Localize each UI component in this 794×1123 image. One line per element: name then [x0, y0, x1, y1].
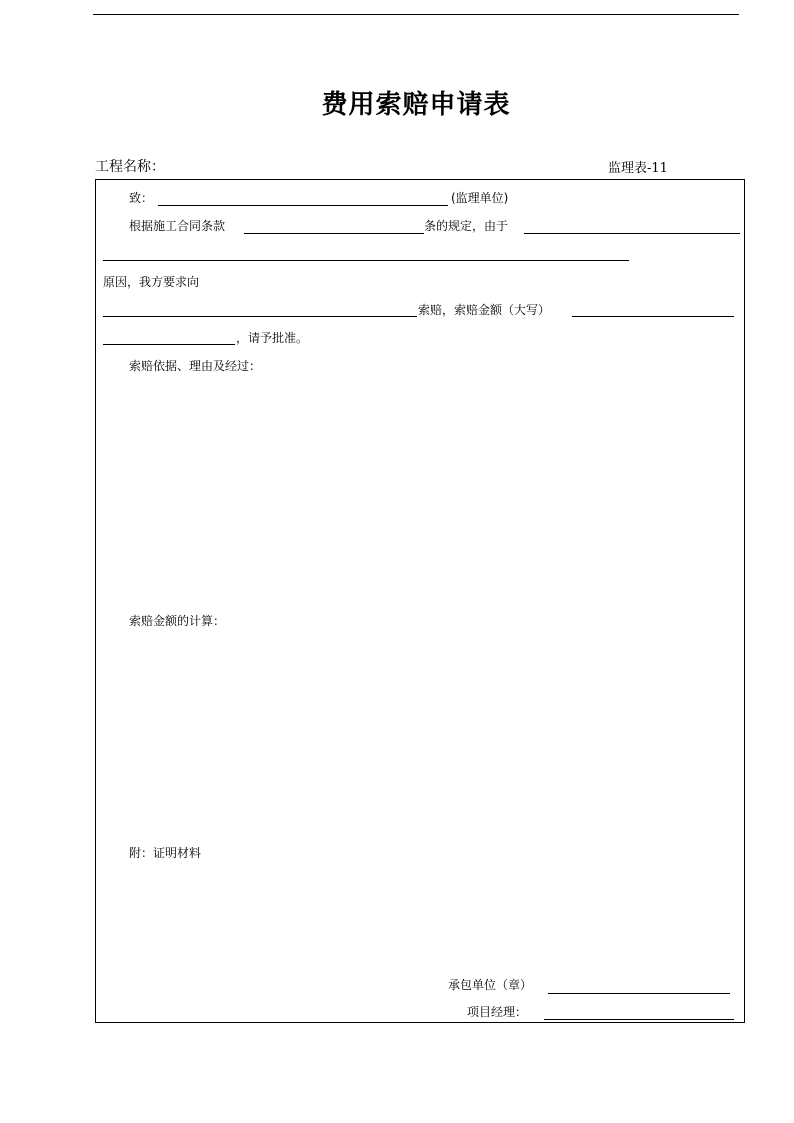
- cause-field-2[interactable]: [103, 260, 629, 261]
- basis-label: 索赔依据、理由及经过：: [129, 359, 262, 373]
- supervisor-unit-field[interactable]: [158, 205, 448, 206]
- reason-text: 原因，我方要求向: [103, 275, 200, 289]
- contract-clause-field[interactable]: [244, 233, 424, 234]
- to-label: 致：: [129, 191, 154, 205]
- contractor-label: 承包单位（章）: [448, 978, 533, 992]
- claim-amount-field-2[interactable]: [103, 344, 235, 345]
- project-manager-signature-field[interactable]: [544, 1019, 734, 1020]
- calc-label: 索赔金额的计算：: [129, 614, 226, 628]
- attachment-label: 附：证明材料: [129, 846, 202, 860]
- form-code: 监理表-11: [608, 161, 668, 176]
- cause-field-1[interactable]: [524, 233, 740, 234]
- project-name-label: 工程名称：: [95, 159, 165, 175]
- contract-clause-suffix: 条的规定，由于: [424, 219, 509, 233]
- contractor-signature-field[interactable]: [548, 993, 730, 994]
- page-title: 费用索赔申请表: [321, 90, 511, 120]
- header-rule: [93, 14, 739, 15]
- approve-text: ，请予批准。: [236, 331, 309, 345]
- contract-clause-prefix: 根据施工合同条款: [129, 219, 226, 233]
- claim-recipient-field[interactable]: [103, 316, 417, 317]
- claim-amount-field[interactable]: [572, 316, 734, 317]
- claim-amount-text: 索赔，索赔金额（大写）: [418, 303, 551, 317]
- supervisor-unit-label: (监理单位): [451, 191, 509, 205]
- project-manager-label: 项目经理：: [467, 1005, 528, 1019]
- claim-form: [95, 179, 745, 1023]
